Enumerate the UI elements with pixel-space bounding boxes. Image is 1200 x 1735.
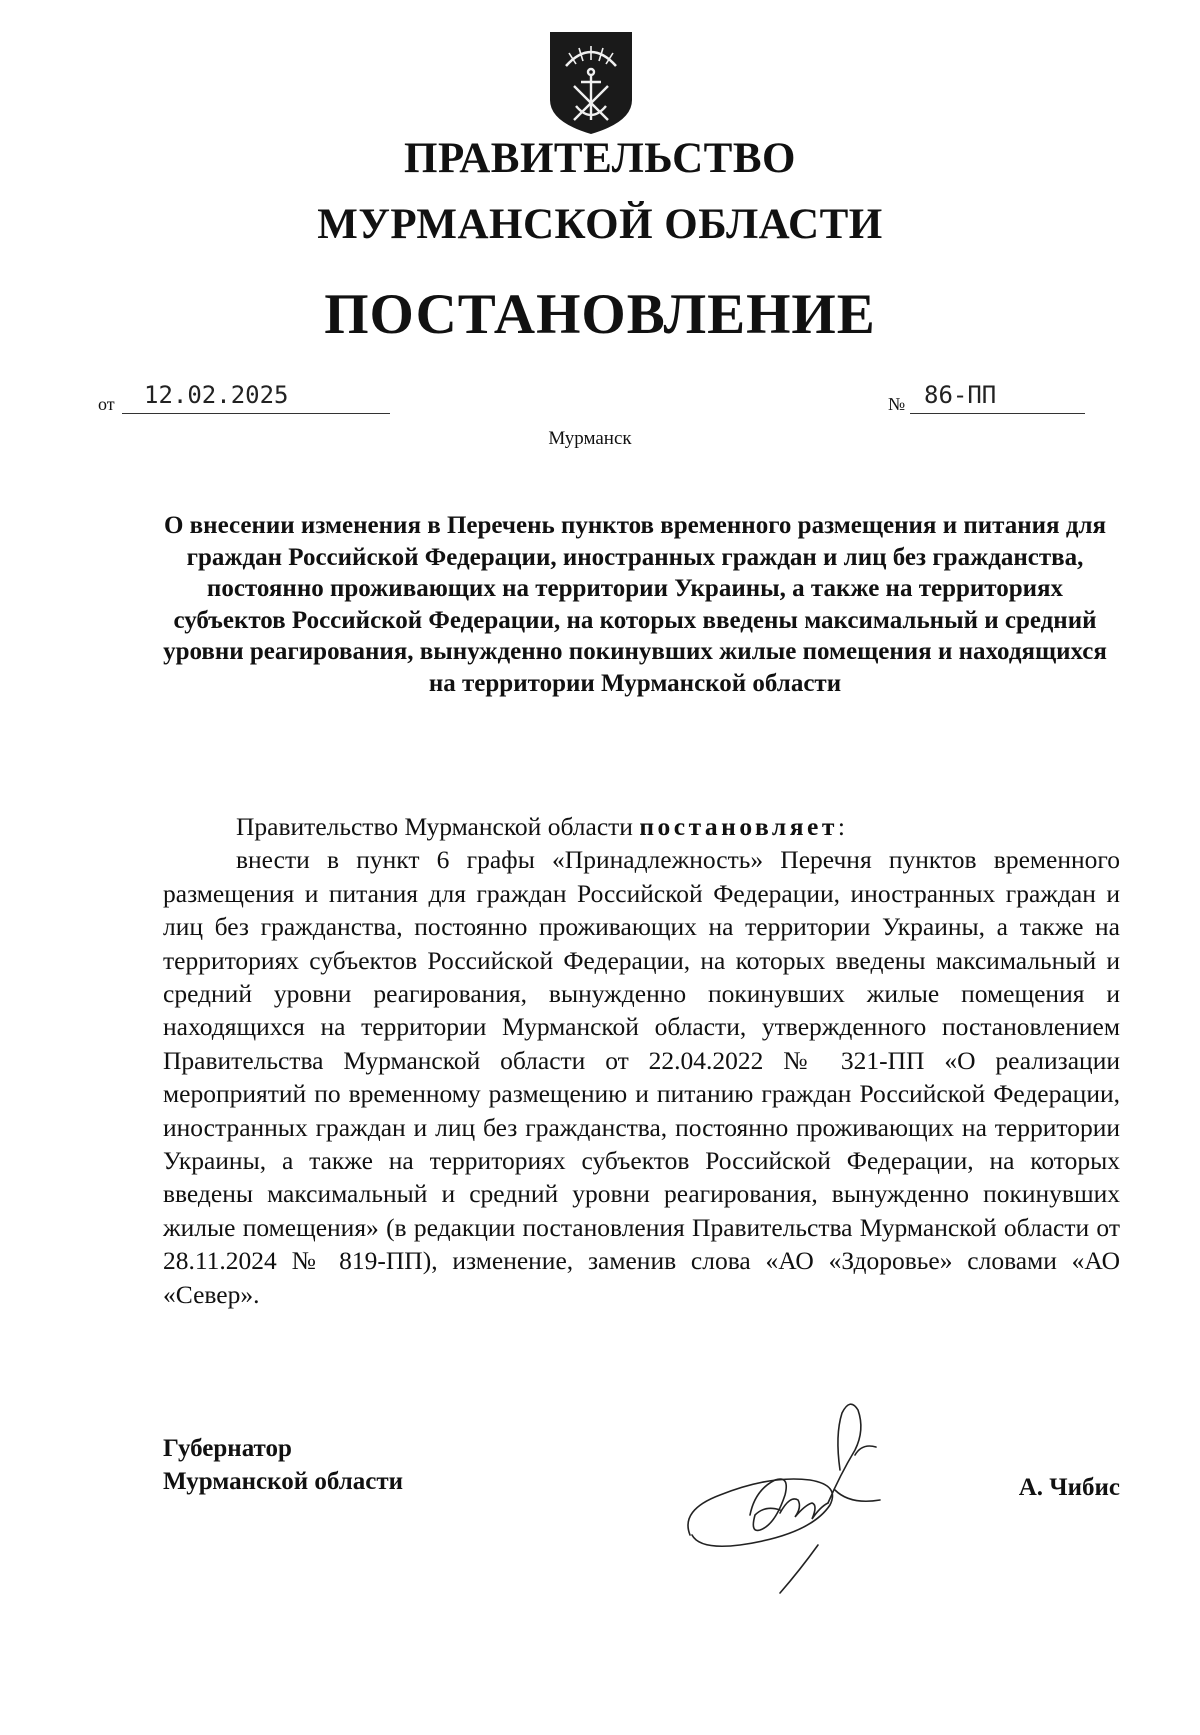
coat-of-arms-icon	[546, 30, 636, 136]
document-number: 86-ПП	[910, 380, 1085, 414]
handwritten-signature-icon	[680, 1395, 910, 1595]
document-body	[163, 810, 1120, 1311]
government-name-line2: МУРМАНСКОЙ ОБЛАСТИ	[317, 201, 883, 248]
resolves-word: постановляет	[639, 812, 838, 841]
resolution-paragraph: внести в пункт 6 графы «Принадлежность» Перечня пунктов временного размещения и питания для граждан Российской Федерации, иностранных граждан и лиц без гражданства, постоянно проживающих на территории Украины, а также на территориях субъектов Российской Федерации, на которых введены максимальный и средний уровни реагирования, вынужденно покинувших жилые помещения и находящихся на территории Мурманской области, утвержденного постановлением Правительства Мурманской области от 22.04.2022 № 321-ПП «О реализации мероприятий по временному размещению и питанию граждан Российской Федерации, иностранных граждан и лиц без гражданства, постоянно проживающих на территории Украины, а также на территориях субъектов Российской Федерации, на которых введены максимальный и средний уровни реагирования, вынужденно покинувших жилые помещения» (в редакции постановления Правительства Мурманской области от 28.11.2024 № 819-ПП), изменение, заменив слова «АО «Здоровье» словами «АО «Север».	[163, 845, 1120, 1309]
signer-name: А. Чибис	[1018, 1474, 1120, 1501]
resolution-intro	[163, 810, 1120, 843]
signer-position-line1: Губернатор	[163, 1435, 292, 1462]
document-date: 12.02.2025	[122, 380, 390, 414]
date-prefix: от	[98, 394, 115, 414]
issue-city: Мурманск	[548, 428, 632, 449]
document-heading: О внесении изменения в Перечень пунктов временного размещения и питания для граждан Российской Федерации, иностранных граждан и лиц без гражданства, постоянно проживающих на территории Украины, а также на территориях субъектов Российской Федерации, на которых введены максимальный и средний уровни реагирования, вынужденно покинувших жилые помещения и находящихся на территории Мурманской области	[163, 512, 1107, 697]
number-prefix: №	[888, 394, 906, 414]
signer-position	[163, 1432, 403, 1498]
intro-text: Правительство Мурманской области	[236, 812, 633, 841]
signer-position-line2: Мурманской области	[163, 1468, 404, 1495]
resolves-colon: :	[837, 812, 845, 841]
government-name-line1: ПРАВИТЕЛЬСТВО	[404, 135, 796, 182]
document-type-title: ПОСТАНОВЛЕНИЕ	[324, 283, 876, 346]
